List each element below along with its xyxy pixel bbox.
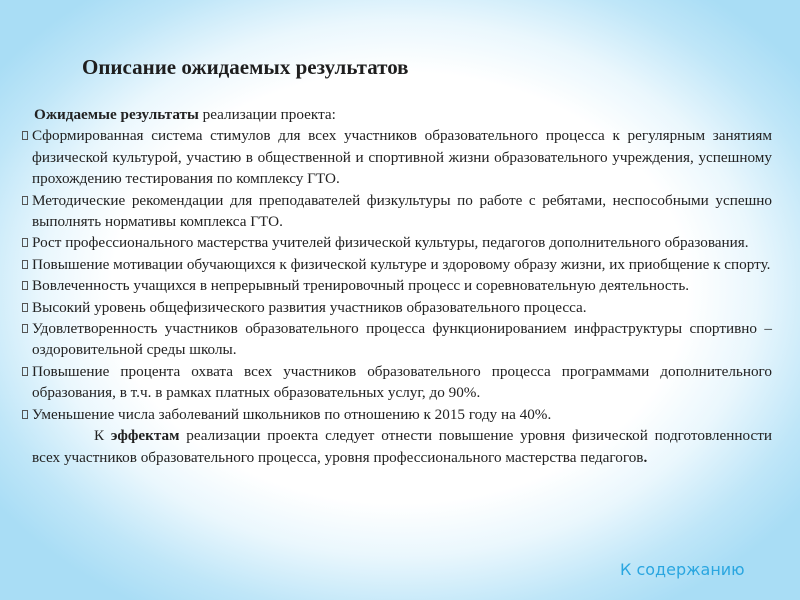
conclusion-middle: реализации проекта следует отнести повышение уровня физической подготовленности всех участников образовательного процесса, уровня профессионального мастерства педагогов xyxy=(32,427,772,466)
list-item xyxy=(22,404,772,425)
conclusion-end: . xyxy=(643,448,648,466)
bullet-icon xyxy=(22,281,28,290)
list-item xyxy=(22,125,772,189)
content-body xyxy=(22,104,772,468)
bullet-icon xyxy=(22,260,28,269)
list-item xyxy=(22,275,772,296)
list-item-text: Повышение процента охвата всех участников образовательного процесса программами дополнительного образования, в т.ч. в рамках платных образовательных услуг, до 90%. xyxy=(32,362,772,402)
toc-link[interactable]: К содержанию xyxy=(620,560,745,579)
list-item xyxy=(22,318,772,361)
list-item xyxy=(22,297,772,318)
list-item xyxy=(22,232,772,253)
list-item-text: Рост профессионального мастерства учителей физической культуры, педагогов дополнительного образования. xyxy=(32,234,749,252)
list-item-text: Повышение мотивации обучающихся к физической культуре и здоровому образу жизни, их приобщение к спорту. xyxy=(32,255,771,273)
list-item-text: Удовлетворенность участников образовательного процесса функционированием инфраструктуры спортивно – оздоровительной среды школы. xyxy=(32,320,772,359)
bullet-icon xyxy=(22,196,28,205)
bullet-icon xyxy=(22,367,28,376)
bullet-icon xyxy=(22,410,28,419)
conclusion-paragraph xyxy=(22,425,772,468)
list-item xyxy=(22,190,772,233)
intro-rest: реализации проекта: xyxy=(198,106,336,123)
bullet-icon xyxy=(22,131,28,140)
list-item-text: Методические рекомендации для преподавателей физкультуры по работе с ребятами, неспособными успешно выполнять нормативы комплекса ГТО. xyxy=(32,191,772,231)
list-item-text: Высокий уровень общефизического развития участников образовательного процесса. xyxy=(32,298,587,316)
page-title: Описание ожидаемых результатов xyxy=(82,55,409,79)
intro-bold: Ожидаемые результаты xyxy=(34,106,199,123)
conclusion-start: К xyxy=(94,427,111,445)
list-item xyxy=(22,254,772,275)
results-list xyxy=(22,125,772,425)
bullet-icon xyxy=(22,324,28,333)
list-item xyxy=(22,361,772,404)
bullet-icon xyxy=(22,303,28,312)
list-item-text: Вовлеченность учащихся в непрерывный тренировочный процесс и соревновательную деятельность. xyxy=(32,277,690,295)
conclusion-bold: эффектам xyxy=(110,427,180,445)
list-item-text: Сформированная система стимулов для всех участников образовательного процесса к регулярным занятиям физической культурой, участию в общественной и спортивной жизни образовательного учреждения, успешному прохождению тестирования по комплексу ГТО. xyxy=(32,127,772,188)
list-item-text: Уменьшение числа заболеваний школьников по отношению к 2015 году на 40%. xyxy=(32,405,552,423)
intro-line xyxy=(22,104,772,125)
bullet-icon xyxy=(22,238,28,247)
